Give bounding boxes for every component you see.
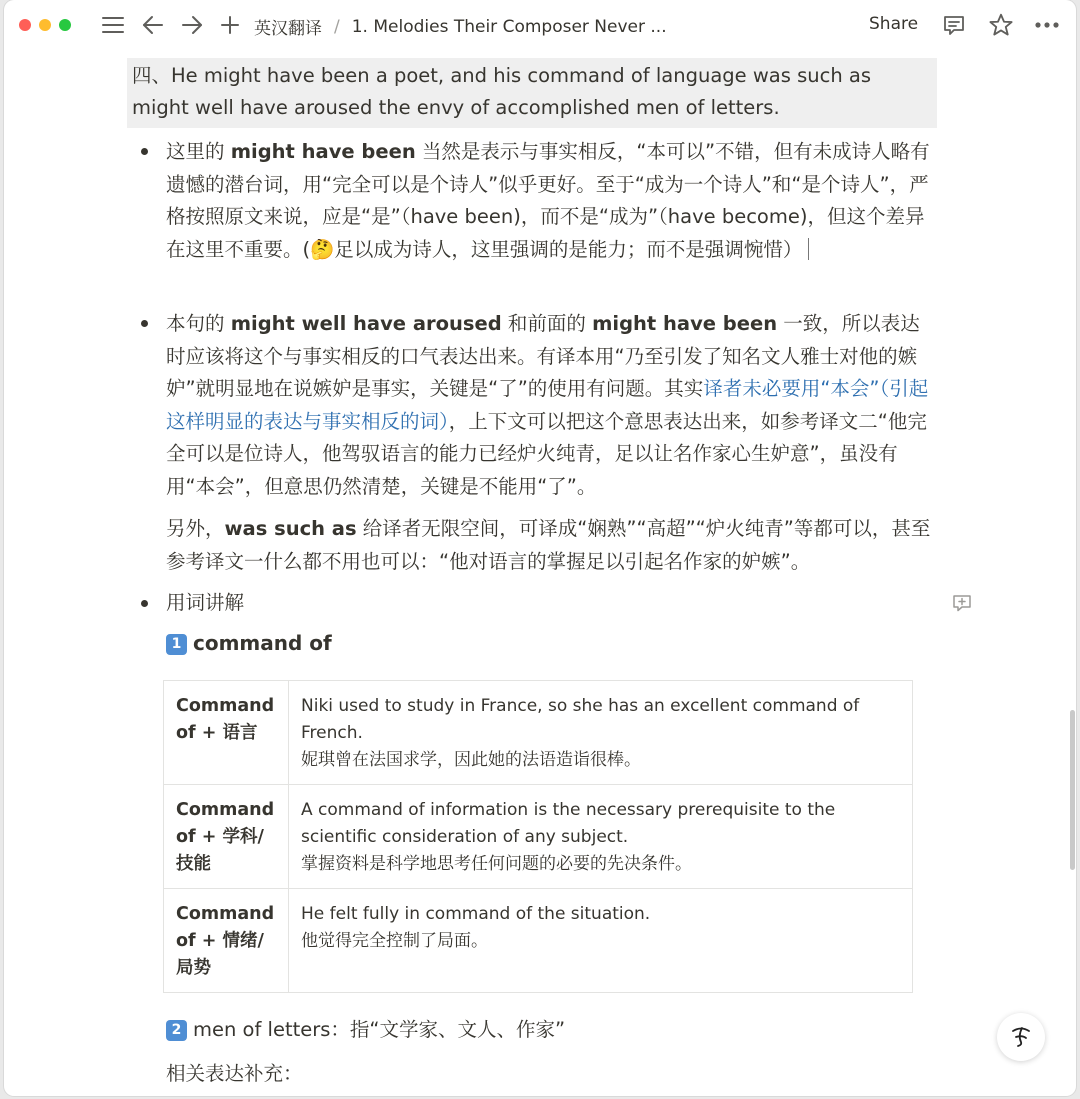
bullet-dot xyxy=(141,600,148,607)
table-row xyxy=(164,889,913,993)
bullet-item-3[interactable]: 用词讲解 xyxy=(166,591,245,614)
command-of-table xyxy=(163,680,913,993)
breadcrumb-workspace[interactable]: 英汉翻译 xyxy=(254,19,322,39)
text-span: 和前面的 xyxy=(501,312,593,335)
example-en: He felt fully in command of the situation. xyxy=(301,904,651,924)
bold-term: might have been xyxy=(230,140,416,163)
paragraph-3[interactable] xyxy=(166,513,936,578)
text-span: 给译者无限空间，可译成“娴熟”“高超”“炉火纯青”等都可以，甚至参考译文一什么都不用也可以：“他对语言的掌握足以引起名作家的妒嫉”。 xyxy=(166,517,931,573)
example-zh: 掌握资料是科学地思考任何问题的必要的先决条件。 xyxy=(301,854,692,874)
section-title: men of letters：指“文学家、文人、作家” xyxy=(193,1018,566,1041)
more-icon[interactable] xyxy=(1034,12,1060,38)
minimize-window-button[interactable] xyxy=(39,19,51,31)
scrollbar-thumb[interactable] xyxy=(1070,710,1075,870)
table-cell-head[interactable]: Command of + 学科/技能 xyxy=(164,785,289,889)
number-badge-icon: 2 xyxy=(166,1020,187,1041)
help-icon[interactable] xyxy=(997,1013,1045,1061)
table-row xyxy=(164,785,913,889)
thinking-emoji-icon: 🤔 xyxy=(310,237,335,261)
quote-text[interactable]: 四、He might have been a poet, and his command of language was such as might well have aroused the envy of accomplished men of letters. xyxy=(132,64,872,119)
bold-term: might well have aroused xyxy=(230,312,502,335)
text-span: 当然是表示与事实相反，“本可以”不错，但有未成诗人略有遗憾的潜台词，用“完全可以是个诗人”似乎更好。至于“成为一个诗人”和“是个诗人”，严格按照原文来说，应是“是”（have been)，而不是“成为”（have become)，但这个差异在这里不重要。( xyxy=(166,140,930,261)
bullet-item-2[interactable] xyxy=(166,308,936,503)
section-heading-command-of[interactable] xyxy=(166,631,332,655)
close-window-button[interactable] xyxy=(19,19,31,31)
section-heading-men-of-letters[interactable] xyxy=(166,1014,565,1042)
related-expressions-text[interactable]: 相关表达补充： xyxy=(166,1062,303,1085)
share-button[interactable]: Share xyxy=(869,14,919,34)
back-arrow-icon[interactable] xyxy=(140,12,166,38)
star-icon[interactable] xyxy=(988,12,1014,38)
highlighted-link-text[interactable]: 译者未必要用“本会”（引起这样明显的表达与事实相反的词） xyxy=(166,377,929,433)
bold-term: was such as xyxy=(224,517,357,540)
breadcrumb xyxy=(254,14,667,39)
table-row xyxy=(164,681,913,785)
bullet-dot xyxy=(141,148,148,155)
breadcrumb-page[interactable]: 1. Melodies Their Composer Never ... xyxy=(351,16,667,37)
text-span: ，上下文可以把这个意思表达出来，如参考译文二“他完全可以是位诗人，他驾驭语言的能力已经炉火纯青，足以让名作家心生妒意”，虽没有用“本会”，但意思仍然清楚，关键是不能用“了”。 xyxy=(166,409,927,498)
number-badge-icon: 1 xyxy=(166,634,187,655)
table-cell-head[interactable]: Command of + 语言 xyxy=(164,681,289,785)
topbar xyxy=(4,0,1076,50)
maximize-window-button[interactable] xyxy=(59,19,71,31)
page-content xyxy=(4,50,1076,1096)
add-comment-icon[interactable] xyxy=(952,593,972,613)
bullet-dot xyxy=(141,320,148,327)
example-zh: 妮琪曾在法国求学，因此她的法语造诣很棒。 xyxy=(301,750,641,770)
text-span: 另外， xyxy=(166,517,225,540)
plus-icon[interactable] xyxy=(217,12,243,38)
table-cell-head[interactable]: Command of + 情绪/局势 xyxy=(164,889,289,993)
example-en: A command of information is the necessary prerequisite to the scientific consideration of any subject. xyxy=(301,800,836,847)
text-cursor xyxy=(808,238,809,260)
text-span: 这里的 xyxy=(166,140,231,163)
forward-arrow-icon[interactable] xyxy=(179,12,205,38)
menu-icon[interactable] xyxy=(100,12,126,38)
comment-icon[interactable] xyxy=(941,12,967,38)
example-zh: 他觉得完全控制了局面。 xyxy=(301,931,488,951)
table-cell-example[interactable] xyxy=(289,681,913,785)
table-cell-example[interactable] xyxy=(289,785,913,889)
text-span: 一致，所以表达时应该将这个与事实相反的口气表达出来。有译本用“乃至引发了知名文人雅士对他的嫉妒”就明显地在说嫉妒是事实，关键是“了”的使用有问题。其实 xyxy=(166,312,920,400)
example-en: Niki used to study in France, so she has an excellent command of French. xyxy=(301,696,860,743)
table-cell-example[interactable] xyxy=(289,889,913,993)
section-title: command of xyxy=(193,631,332,655)
bullet-item-1[interactable] xyxy=(166,136,938,266)
window-controls xyxy=(19,19,71,31)
text-span: 足以成为诗人，这里强调的是能力；而不是强调惋惜） xyxy=(334,237,803,261)
text-span: 本句的 xyxy=(166,312,231,335)
bold-term: might have been xyxy=(592,312,778,335)
breadcrumb-separator: / xyxy=(334,16,340,37)
app-window xyxy=(4,0,1076,1096)
